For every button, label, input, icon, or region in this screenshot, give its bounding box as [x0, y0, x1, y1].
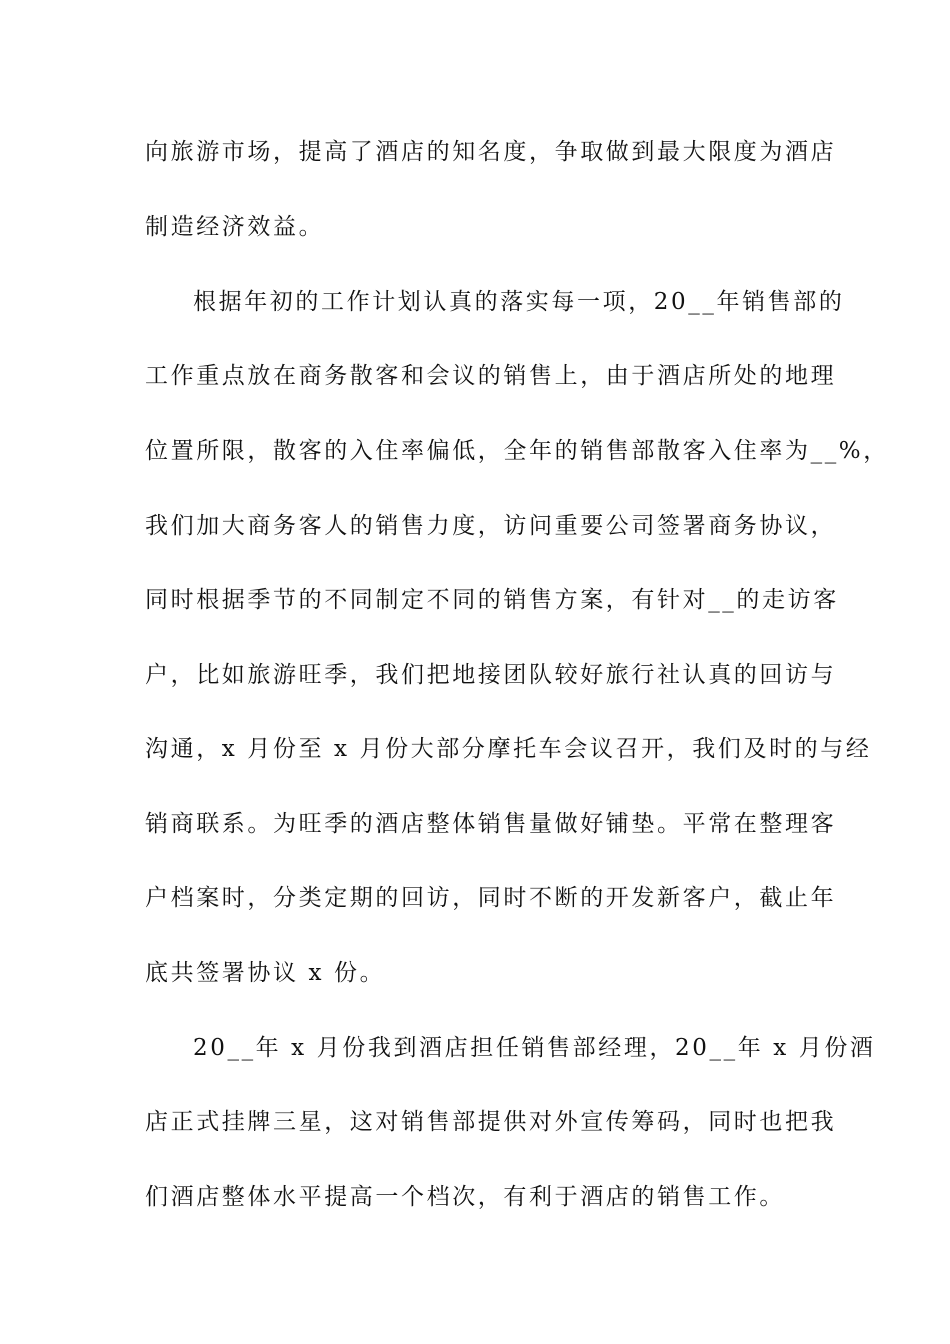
text-line: 户档案时，分类定期的回访，同时不断的开发新客户，截止年 [145, 885, 837, 911]
text-line: 销商联系。为旺季的酒店整体销售量做好铺垫。平常在整理客 [145, 811, 837, 837]
text-line: 户，比如旅游旺季，我们把地接团队较好旅行社认真的回访与 [145, 662, 837, 688]
paragraph-first-line: 20__年 x 月份我到酒店担任销售部经理，20__年 x 月份酒 [193, 1035, 876, 1061]
text-line: 同时根据季节的不同制定不同的销售方案，有针对__的走访客 [145, 587, 839, 613]
paragraph-first-line: 根据年初的工作计划认真的落实每一项，20__年销售部的 [193, 289, 845, 315]
text-line: 位置所限，散客的入住率偏低，全年的销售部散客入住率为__%， [145, 438, 889, 464]
text-line: 店正式挂牌三星，这对销售部提供对外宣传筹码，同时也把我 [145, 1109, 837, 1135]
text-line: 工作重点放在商务散客和会议的销售上，由于酒店所处的地理 [145, 363, 837, 389]
text-line: 沟通，x 月份至 x 月份大部分摩托车会议召开，我们及时的与经 [145, 736, 872, 762]
text-line: 我们加大商务客人的销售力度，访问重要公司签署商务协议， [145, 513, 837, 539]
text-line: 制造经济效益。 [145, 214, 325, 240]
text-line: 向旅游市场，提高了酒店的知名度，争取做到最大限度为酒店 [145, 139, 837, 165]
text-line: 底共签署协议 x 份。 [145, 960, 386, 986]
text-line: 们酒店整体水平提高一个档次，有利于酒店的销售工作。 [145, 1184, 785, 1210]
